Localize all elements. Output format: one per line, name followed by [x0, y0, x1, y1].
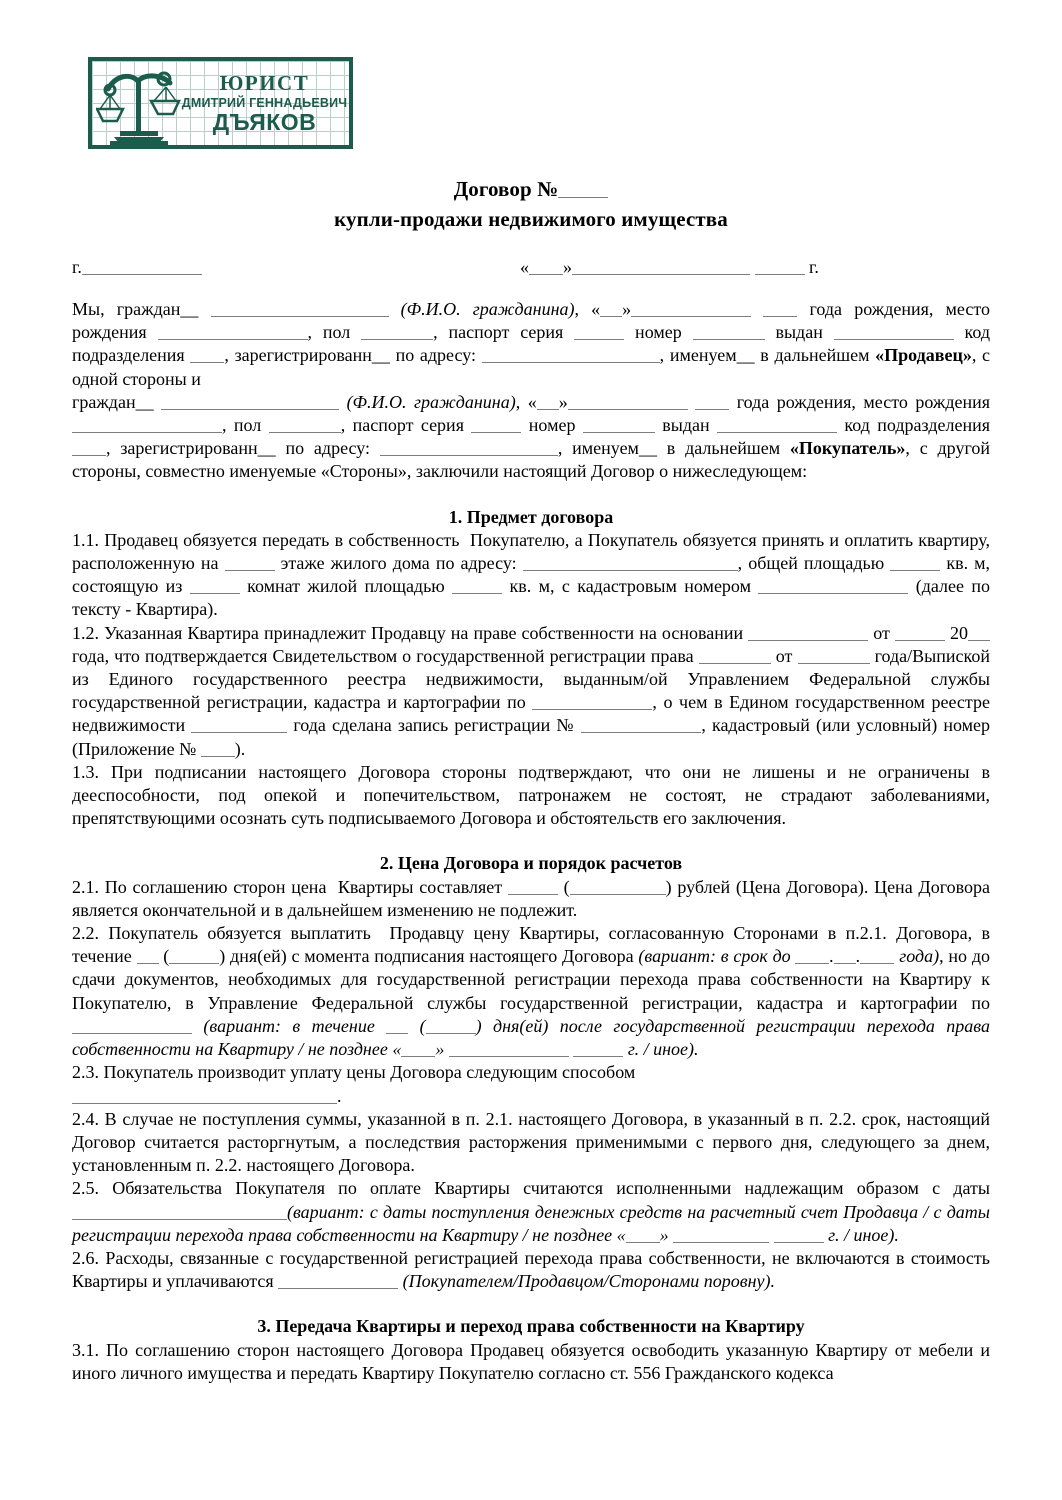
floor-blank	[225, 553, 275, 571]
payment-days-digit-blank	[137, 946, 159, 964]
page-subtitle: купли-продажи недвижимого имущества	[334, 207, 728, 232]
clause-1-3: 1.3. При подписании настоящего Договора стороны подтверждают, что они не лишены и не ограничены в дееспособности, под опекой и попечительством, патронажем не состоят, не страдают заболеваниями, препятствующими осознать суть подписываемого Договора и обстоятельств его заключения.	[72, 761, 990, 829]
payment-method-blank	[72, 1085, 337, 1103]
logo-title: ЮРИСТ	[219, 70, 310, 95]
apartment-address-blank	[523, 553, 738, 571]
date-field: « » г.	[520, 257, 819, 277]
clause-2-6: 2.6. Расходы, связанные с государственной регистрацией перехода права собственности, не включаются в стоимость Квартиры и уплачиваются (Покупателем/Продавцом/Сторонами поровну).	[72, 1247, 990, 1292]
rosreestr-region-blank	[72, 1016, 192, 1034]
variant-date-month-blank	[834, 946, 856, 964]
buyer-birth-month-blank	[568, 392, 688, 410]
clause-2-1: 2.1. По соглашению сторон цена Квартиры составляет ( ) рублей (Цена Договора). Цена Договора является окончательной и в дальнейшем изменению не подлежит.	[72, 876, 990, 920]
city-field: г.	[72, 256, 202, 279]
section-heading-3: 3. Передача Квартиры и переход права собственности на Квартиру	[257, 1316, 805, 1337]
total-area-blank	[890, 553, 940, 571]
document-body	[72, 298, 990, 1385]
appendix-number-blank	[201, 739, 235, 757]
egrn-record-number-blank	[581, 715, 701, 733]
logo-name: ДМИТРИЙ ГЕННАДЬЕВИЧ	[181, 95, 348, 110]
seller-address-blank	[482, 345, 660, 363]
cadastral-number-blank	[758, 576, 908, 594]
buyer-gender-blank	[269, 415, 341, 433]
payment-days-words-blank	[169, 946, 219, 964]
obligation-variant-month-blank	[673, 1225, 769, 1243]
date-month-blank	[572, 257, 750, 275]
document-title-block	[0, 176, 1062, 234]
logo-text-block	[181, 66, 348, 141]
section-heading-1: 1. Предмет договора	[448, 506, 614, 527]
buyer-dept-code-blank	[72, 438, 106, 456]
seller-birth-month-blank	[631, 299, 751, 317]
seller-birth-place-blank	[158, 322, 308, 340]
preamble-seller: Мы, граждан__ (Ф.И.О. гражданина), « » года рождения, место рождения , пол , паспорт серия номер выдан код подразделения , зарегистрированн__ по адресу: , именуем__ в дальнейшем «Продавец», с одной стороны и	[72, 299, 991, 389]
seller-birth-year-blank	[763, 299, 797, 317]
expenses-payer-blank	[278, 1271, 398, 1289]
title-contract-number: Договор №	[453, 177, 559, 201]
obligation-variant-year-blank	[774, 1225, 824, 1243]
obligation-date-blank	[72, 1201, 287, 1219]
variant-date-year-blank	[860, 946, 894, 964]
seller-birth-day-blank	[600, 299, 622, 317]
logo-frame	[88, 57, 353, 149]
obligation-variant-day-blank	[626, 1225, 660, 1243]
clause-1-1: 1.1. Продавец обязуется передать в собственность Покупателю, а Покупатель обязуется принять и оплатить квартиру, расположенную на этаже жилого дома по адресу: , общей площадью кв. м, состоящую из комнат жилой площадью кв. м, с кадастровым номером (далее по тексту - Квартира).	[72, 529, 991, 620]
rooms-count-blank	[190, 576, 240, 594]
clause-2-3-line: 2.3. Покупатель производит уплату цены Договора следующим способом	[72, 1062, 636, 1083]
seller-fio-blank	[211, 299, 389, 317]
egrn-date-blank	[191, 715, 287, 733]
certificate-number-blank	[699, 646, 771, 664]
certificate-date-blank	[798, 646, 870, 664]
date-day-blank	[529, 257, 563, 275]
registration-region-blank	[532, 692, 652, 710]
ownership-date-blank	[895, 623, 945, 641]
buyer-birth-year-blank	[695, 392, 729, 410]
law-firm-logo	[88, 57, 353, 149]
variant-date-day-blank	[795, 946, 829, 964]
buyer-fio-blank	[161, 392, 339, 410]
seller-dept-code-blank	[190, 345, 224, 363]
buyer-birth-day-blank	[537, 392, 559, 410]
buyer-passport-series-blank	[471, 415, 521, 433]
clause-3-1: 3.1. По соглашению сторон настоящего Договора Продавец обязуется освободить указанную Квартиру от мебели и иного личного имущества и передать Квартиру Покупателю согласно ст. 556 Гражданского кодекса	[72, 1339, 990, 1383]
variant2-month-blank	[449, 1039, 569, 1057]
buyer-address-blank	[380, 438, 558, 456]
clause-1-2: 1.2. Указанная Квартира принадлежит Продавцу на праве собственности на основании от 20 года, что подтверждается Свидетельством о государственной регистрации права от года/Выпиской из Единого государственного реестра недвижимости, выданным/ой Управлением Федеральной службы государственной регистрации, кадастра и картографии по , о чем в Едином государственном реестре недвижимости года сделана запись регистрации № , кадастровый (или условный) номер (Приложение № ).	[72, 622, 990, 759]
city-blank	[82, 257, 202, 275]
section-heading-2: 2. Цена Договора и порядок расчетов	[379, 853, 683, 874]
buyer-label: «Покупатель»	[789, 438, 906, 459]
ownership-basis-blank	[748, 623, 868, 641]
clause-2-5: 2.5. Обязательства Покупателя по оплате Квартиры считаются исполненными надлежащим образом с даты (вариант: с даты поступления денежных средств на расчетный счет Продавца / с даты регистрации перехода права собственности на Квартиру / не позднее « » г. / иное).	[72, 1178, 990, 1245]
preamble-buyer: граждан__ (Ф.И.О. гражданина), « » года рождения, место рождения , пол , паспорт серия номер выдан код подразделения , зарегистрированн__ по адресу: , именуем__ в дальнейшем «Покупатель», с другой стороны, совместно именуемые «Стороны», заключили настоящий Договор о нижеследующем:	[72, 391, 991, 482]
variant2-year-blank	[573, 1039, 623, 1057]
buyer-passport-number-blank	[583, 415, 655, 433]
clause-2-2: 2.2. Покупатель обязуется выплатить Продавцу цену Квартиры, согласованную Сторонами в п.2.1. Договора, в течение ( ) дня(ей) с момента подписания настоящего Договора (вариант: в срок до . . года), но до сдачи документов, необходимых для государственной регистрации перехода права собственности на Квартиру к Покупателю, в Управление Федеральной службы государственной регистрации, кадастра и картографии по (вариант: в течение ( ) дня(ей) после государственной регистрации перехода права собственности на Квартиру / не позднее « » г. / иное).	[72, 923, 990, 1060]
price-words-blank	[570, 877, 666, 895]
ownership-year-blank	[968, 623, 990, 641]
scales-of-justice-icon	[96, 65, 182, 147]
seller-gender-blank	[361, 322, 433, 340]
buyer-birth-place-blank	[72, 415, 222, 433]
seller-passport-series-blank	[574, 322, 624, 340]
variant2-day-blank	[401, 1039, 435, 1057]
buyer-passport-issued-blank	[717, 415, 837, 433]
seller-passport-issued-blank	[834, 322, 954, 340]
seller-label: «Продавец»	[875, 345, 972, 366]
contract-number-blank	[558, 177, 608, 198]
page-title	[0, 176, 1062, 202]
living-area-blank	[452, 576, 502, 594]
logo-surname: ДЪЯКОВ	[212, 109, 317, 136]
seller-passport-number-blank	[693, 322, 765, 340]
variant2-days-words-blank	[426, 1016, 476, 1034]
clause-2-3-blank-line: .	[72, 1085, 990, 1108]
date-year-blank	[755, 257, 805, 275]
clause-2-4: 2.4. В случае не поступления суммы, указанной в п. 2.1. настоящего Договора, в указанный в п. 2.2. срок, настоящий Договор считается расторгнутым, а последствия расторжения применимыми с первого дня, следующего за днем, установленным п. 2.2. настоящего Договора.	[72, 1108, 990, 1176]
price-digits-blank	[508, 877, 558, 895]
variant2-days-digit-blank	[386, 1016, 408, 1034]
